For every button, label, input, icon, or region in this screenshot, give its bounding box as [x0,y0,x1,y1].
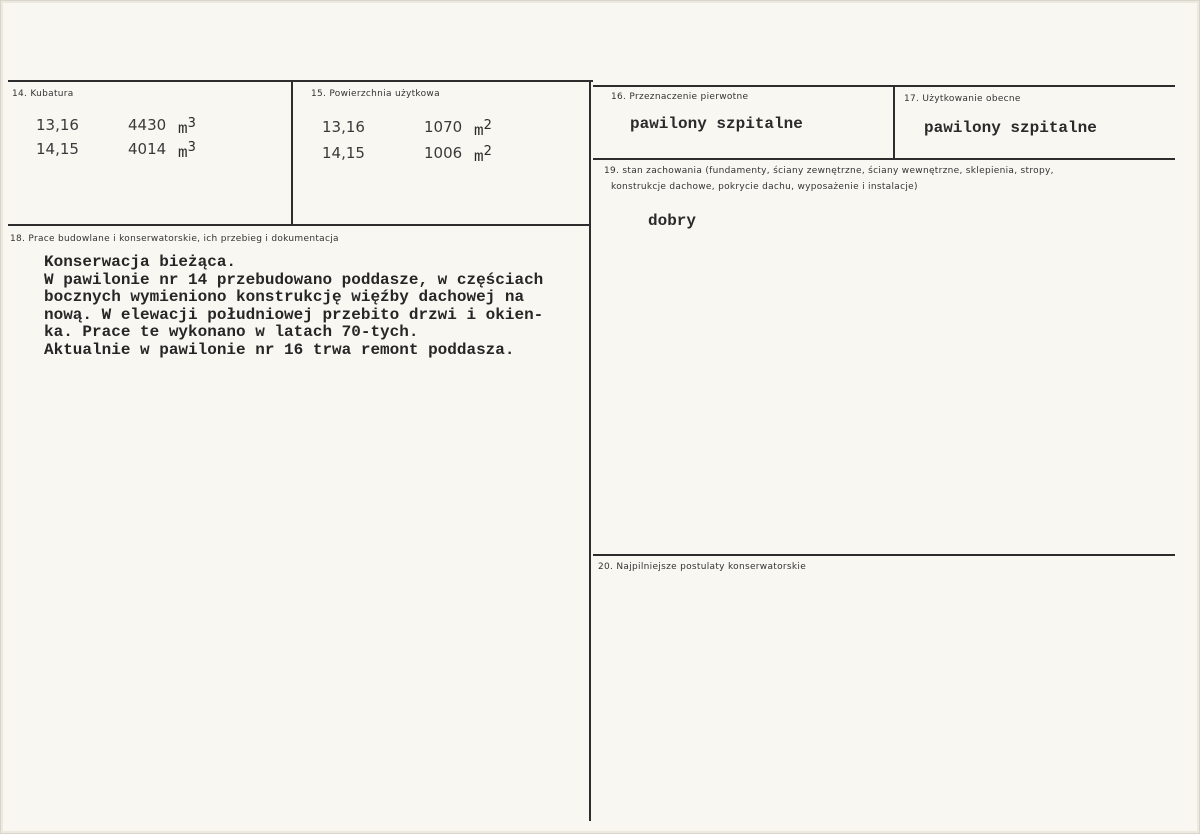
field-19-label-line2: konstrukcje dachowe, pokrycie dachu, wyposażenie i instalacje) [611,182,918,192]
field-19-value: dobry [648,212,697,230]
field-17-value: pawilony szpitalne [924,119,1097,137]
f15-row1-building: 13,16 [322,118,365,136]
field-15-label: 15. Powierzchnia użytkowa [311,89,440,99]
f14-row2-building: 14,15 [36,140,79,158]
rule-below-16-17 [593,158,1175,160]
field-18-label: 18. Prace budowlane i konserwatorskie, ich przebieg i dokumentacja [10,234,339,244]
divider-16-17 [893,86,895,158]
top-rule-left [8,80,593,82]
rule-below-14-15 [8,224,590,226]
f14-row1-unit: $m^3$ [178,116,196,138]
field-16-label: 16. Przeznaczenie pierwotne [611,92,749,102]
field-18-text: Konserwacja bieżąca. W pawilonie nr 14 przebudowano poddasze, w częściach bocznych wymieniono konstrukcję więźby dachowej na nową. W elewacji południowej przebito drzwi i okien- ka. Prace te wykonano w latach 70-tych. Aktualnie w pawilonie nr 16 trwa remont poddasza. [44,253,544,359]
divider-14-15 [291,81,293,226]
f15-row2-value: 1006 [424,144,463,162]
f14-row2-unit: $m^3$ [178,140,196,162]
f14-row2-value: 4014 [128,140,167,158]
divider-main [589,81,591,821]
top-rule-right [593,85,1175,87]
f14-row1-value: 4430 [128,116,167,134]
rule-below-19 [593,554,1175,556]
field-19-label-line1: 19. stan zachowania (fundamenty, ściany zewnętrzne, ściany wewnętrzne, sklepienia, stropy, [604,166,1054,176]
field-14-label: 14. Kubatura [12,89,74,99]
field-16-value: pawilony szpitalne [630,115,803,133]
field-17-label: 17. Użytkowanie obecne [904,94,1021,104]
f15-row1-unit: $m^2$ [474,118,492,140]
f15-row2-unit: $m^2$ [474,144,492,166]
f14-row1-building: 13,16 [36,116,79,134]
field-20-label: 20. Najpilniejsze postulaty konserwatorskie [598,562,807,572]
f15-row1-value: 1070 [424,118,463,136]
f15-row2-building: 14,15 [322,144,365,162]
